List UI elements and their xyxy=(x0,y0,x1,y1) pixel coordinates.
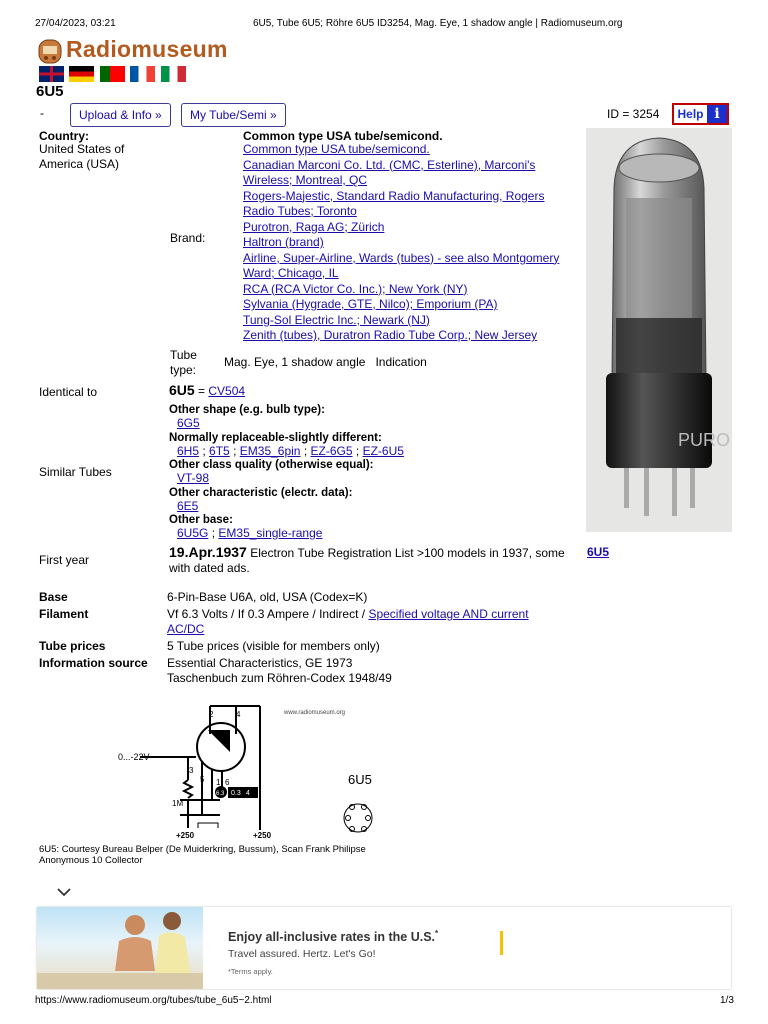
tube-link[interactable]: EZ-6U5 xyxy=(362,443,404,458)
tube-photo[interactable] xyxy=(586,128,732,532)
info-source-label: Information source xyxy=(39,656,148,670)
link-separator: ; xyxy=(233,443,237,458)
credit-line: 6U5: Courtesy Bureau Belper (De Muiderkring, Bussum), Scan Frank Philipse xyxy=(39,844,366,855)
identical-value xyxy=(169,382,245,398)
info-icon[interactable]: i xyxy=(707,105,727,123)
brand-link[interactable]: Haltron (brand) xyxy=(243,235,324,249)
first-year-text: Electron Tube Registration List >100 models in 1937, some with dated ads. xyxy=(169,546,565,575)
print-datetime: 27/04/2023, 03:21 xyxy=(35,18,116,29)
tube-id: ID = 3254 xyxy=(607,107,660,121)
pin-label: 4 xyxy=(236,710,241,719)
info-source-line: Taschenbuch zum Röhren-Codex 1948/49 xyxy=(167,671,392,685)
photo-caption-link[interactable]: 6U5 xyxy=(587,545,610,559)
help-button[interactable]: Help xyxy=(677,107,704,121)
diagram-input-label: 0...-22V xyxy=(118,752,150,762)
identical-label: Identical to xyxy=(39,385,98,399)
similar-group-links xyxy=(169,472,579,486)
tube-type-text: Mag. Eye, 1 shadow angle xyxy=(224,355,366,369)
base-value: 6-Pin-Base U6A, old, USA (Codex=K) xyxy=(167,590,368,604)
brand-link[interactable]: Purotron, Raga AG; Zürich xyxy=(243,219,385,234)
flag-spain-portugal-icon[interactable] xyxy=(100,66,125,82)
similar-group-heading: Other shape (e.g. bulb type): xyxy=(169,404,325,416)
ad-subtext: Travel assured. Hertz. Let's Go! xyxy=(228,948,376,960)
tube-title: 6U5 xyxy=(36,83,64,100)
diagram-value: 6.3 xyxy=(216,791,225,797)
pin-label: 5 xyxy=(200,775,205,784)
flag-france-icon[interactable] xyxy=(130,66,155,82)
cv504-link[interactable]: CV504 xyxy=(208,384,246,398)
brand-link[interactable]: Canadian Marconi Co. Ltd. (CMC, Esterline), Marconi's xyxy=(243,157,536,172)
tube-link[interactable]: 6H5 xyxy=(177,443,200,458)
brand-link[interactable]: Tung-Sol Electric Inc.; Newark (NJ) xyxy=(243,312,430,327)
print-page-number: 1/3 xyxy=(720,995,734,1006)
similar-group-heading: Normally replaceable-slightly different: xyxy=(169,431,382,444)
tube-link[interactable]: EM35_6pin xyxy=(239,443,301,458)
prices-label: Tube prices xyxy=(39,639,106,653)
link-separator: ; xyxy=(355,443,360,458)
flag-italy-icon[interactable] xyxy=(161,66,186,82)
circuit-diagram xyxy=(110,700,390,842)
toolbar-dash: - xyxy=(40,106,44,120)
pin-label: 1 xyxy=(216,778,221,787)
brand-heading: Common type USA tube/semicond. xyxy=(243,129,443,143)
info-source-line: Essential Characteristics, GE 1973 xyxy=(167,656,353,670)
similar-group-links xyxy=(169,500,579,514)
brand-link[interactable]: Radio Tubes; Toronto xyxy=(243,204,357,218)
similar-group-heading: Other class quality (otherwise equal): xyxy=(169,459,374,471)
tube-link[interactable]: 6G5 xyxy=(177,416,200,430)
pin-label: 2 xyxy=(209,710,214,719)
similar-group-heading: Other base: xyxy=(169,514,233,526)
my-tube-button[interactable]: My Tube/Semi » xyxy=(181,103,286,127)
ad-accent-bar xyxy=(500,931,503,955)
similar-group-links xyxy=(169,527,579,541)
diagram-value: 0.3 xyxy=(231,790,241,797)
similar-group-links xyxy=(169,445,579,459)
diagram-plus250: +250 xyxy=(253,831,272,840)
diagram-value: 4 xyxy=(246,790,250,797)
tube-link[interactable]: VT-98 xyxy=(177,471,210,485)
diagram-plus250: +250 xyxy=(176,831,195,840)
language-flags xyxy=(39,66,187,82)
tube-link[interactable]: 6T5 xyxy=(209,443,230,458)
tube-type-label: Tube type: xyxy=(170,348,197,377)
brand-link[interactable]: Ward; Chicago, IL xyxy=(243,266,339,280)
credit-line: Anonymous 10 Collector xyxy=(39,855,143,866)
ad-banner[interactable] xyxy=(37,907,731,989)
diagram-tube-label: 6U5 xyxy=(348,772,372,787)
brand-list xyxy=(243,142,583,344)
diagram-resistor-label: 1M xyxy=(172,799,184,808)
upload-info-button[interactable]: Upload & Info » xyxy=(70,103,171,127)
link-separator: ; xyxy=(303,443,308,458)
identical-name: 6U5 xyxy=(169,382,195,398)
help-box[interactable] xyxy=(672,103,729,125)
diagram-credit xyxy=(39,844,366,866)
specified-voltage-link[interactable]: Specified voltage AND current AC/DC xyxy=(167,607,529,636)
svg-text:PURO: PURO xyxy=(678,430,731,450)
similar-group-links xyxy=(169,417,579,431)
brand-link[interactable]: Wireless; Montreal, QC xyxy=(243,173,368,187)
first-year-date: 19.Apr.1937 xyxy=(169,544,247,560)
pin-label: 6 xyxy=(225,778,230,787)
brand-link[interactable]: Airline, Super-Airline, Wards (tubes) - see also Montgomery xyxy=(243,250,560,265)
diagram-watermark: www.radiomuseum.org xyxy=(284,710,346,716)
similar-label: Similar Tubes xyxy=(39,465,112,479)
country-value: United States of America (USA) xyxy=(39,142,125,171)
filament-value xyxy=(167,607,567,637)
ad-image[interactable] xyxy=(37,907,203,989)
tube-type-extra: Indication xyxy=(375,355,427,369)
print-title: 6U5, Tube 6U5; Röhre 6U5 ID3254, Mag. Eye, 1 shadow angle | Radiomuseum.org xyxy=(253,18,623,29)
brand-link[interactable]: Rogers-Majestic, Standard Radio Manufacturing, Rogers xyxy=(243,188,545,203)
country-label: Country: xyxy=(39,129,89,143)
first-year-label: First year xyxy=(39,553,90,567)
first-year-value xyxy=(169,545,569,576)
identical-eq: = xyxy=(198,384,206,398)
brand-link[interactable]: RCA (RCA Victor Co. Inc.); New York (NY) xyxy=(243,281,468,296)
chevron-down-icon[interactable] xyxy=(56,885,72,897)
brand-link[interactable]: Sylvania (Hygrade, GTE, Nilco); Emporium (PA) xyxy=(243,297,498,311)
radio-logo-icon[interactable] xyxy=(38,36,62,64)
brand-link[interactable]: Common type USA tube/semicond. xyxy=(243,142,430,156)
tube-link[interactable]: EM35_single-range xyxy=(218,526,323,540)
flag-germany-icon[interactable] xyxy=(69,66,94,82)
site-logo-text[interactable]: Radiomuseum xyxy=(66,36,228,62)
similar-tubes-list xyxy=(169,403,579,541)
tube-link[interactable]: 6E5 xyxy=(177,498,199,513)
link-separator: ; xyxy=(211,526,216,540)
info-source-value xyxy=(167,656,392,686)
similar-group-heading: Other characteristic (electr. data): xyxy=(169,486,353,499)
pin-label: 3 xyxy=(189,766,194,775)
flag-uk-icon[interactable] xyxy=(39,66,64,82)
link-separator: ; xyxy=(202,443,206,458)
brand-link[interactable]: Zenith (tubes), Duratron Radio Tube Corp.; New Jersey xyxy=(243,328,538,342)
ad-terms: *Terms apply. xyxy=(228,967,273,976)
filament-label: Filament xyxy=(39,607,89,621)
filament-text: Vf 6.3 Volts / If 0.3 Ampere / Indirect / xyxy=(167,607,366,621)
print-url: https://www.radiomuseum.org/tubes/tube_6u5~2.html xyxy=(35,995,272,1006)
tube-link[interactable]: 6U5G xyxy=(177,526,209,540)
prices-value: 5 Tube prices (visible for members only) xyxy=(167,639,380,653)
base-label: Base xyxy=(39,590,68,604)
ad-headline[interactable]: Enjoy all-inclusive rates in the U.S.* xyxy=(228,929,439,945)
brand-label: Brand: xyxy=(170,231,206,245)
tube-link[interactable]: EZ-6G5 xyxy=(310,443,353,458)
tube-type-value xyxy=(224,355,427,370)
